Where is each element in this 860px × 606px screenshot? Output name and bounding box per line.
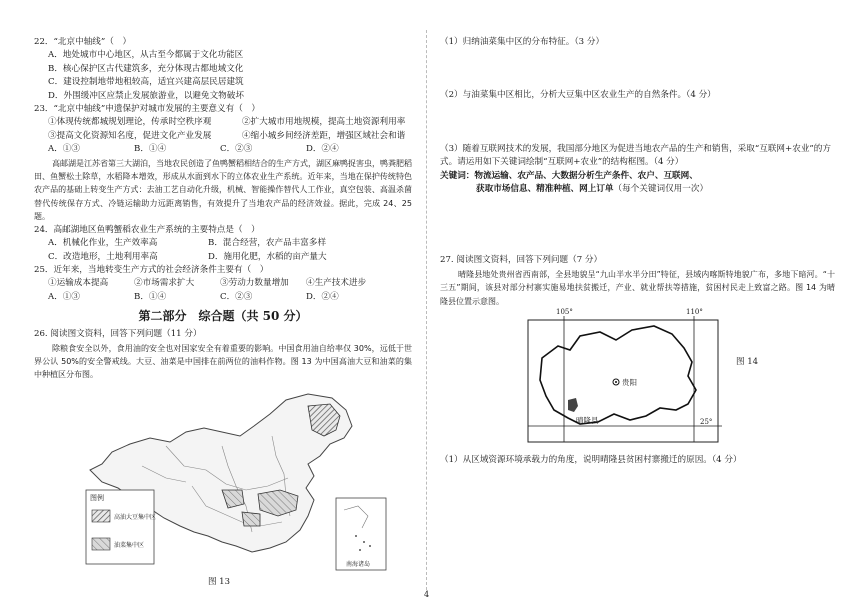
choice-c: C．②③ bbox=[220, 291, 253, 302]
q24-option-c: C．改造地形，土地利用率高 bbox=[48, 251, 158, 262]
q22-option-b: B．核心保护区古代建筑多，充分体现古都地域文化 bbox=[48, 63, 244, 74]
q26-sub3: （3）随着互联网技术的发展，我国部分地区为促进当地农产品的生产和销售，采取“互联网+农业”的方式。请运用如下关键词绘制“互联网+农业”的结构框图。（4 分） bbox=[440, 143, 831, 168]
right-column bbox=[440, 36, 835, 467]
q24-row2 bbox=[34, 251, 412, 264]
lon-label-110: 110° bbox=[686, 308, 703, 317]
keywords-text-1: 物流运输、农产品、大数据分析生产条件、农户、互联网、 bbox=[474, 170, 698, 181]
q27-stem: 27. 阅读图文资料，回答下列问题（7 分） bbox=[440, 255, 603, 266]
passage-gaoyou: 高邮湖是江苏省第三大湖泊，当地农民创造了鱼鸭蟹稻相结合的生产方式，湖区麻鸭捉害虫，鸭粪肥稻田、鱼蟹松土除草，水稻降本增效，形成从水面到水下的立体农业生产系统。近年来，当地在保护传统特色农产品的基础上转变生产方式：去油工艺自动化升级，机械、智能操作替代人工作业，真空包装、高温杀菌替代传统保存方式、冷链运输助力远距离销售，有效提升了当地农产品的经济效益。据此，完成 24、25 题。 bbox=[34, 158, 412, 222]
q25-item-1: ①运输成本提高 bbox=[48, 278, 109, 289]
q26-sub1: （1）归纳油菜集中区的分布特征。（3 分） bbox=[440, 37, 605, 47]
q25-item-2: ②市场需求扩大 bbox=[134, 278, 195, 289]
q24-option-b: B．混合经营，农产品丰富多样 bbox=[208, 238, 327, 249]
q25-item-3: ③劳动力数量增加 bbox=[220, 278, 289, 289]
q23-item-3: ③提高文化资源知名度，促进文化产业发展 bbox=[48, 130, 212, 141]
left-column bbox=[34, 36, 412, 589]
q22-stem: 22．“北京中轴线”（ ） bbox=[34, 37, 132, 47]
q26-passage: 除粮食安全以外，食用油的安全也对国家安全有着重要的影响。中国食用油自给率仅 30%，远低于世界公认 50%的安全警戒线。大豆、油菜是中国排在前两位的油料作物。图 13 为中国高油大豆和油菜的集中种植区分布图。 bbox=[34, 343, 412, 380]
q24-option-d: D．施用化肥，水稻的亩产量大 bbox=[208, 251, 327, 262]
legend-soybean-label: 高油大豆集中区 bbox=[114, 513, 157, 521]
q24-stem: 24．高邮湖地区鱼鸭蟹稻农业生产系统的主要特点是（ ） bbox=[34, 224, 260, 235]
keywords-note: （每个关键词仅用一次） bbox=[613, 184, 709, 195]
figure-14-caption: 图 14 bbox=[736, 357, 759, 368]
lat-label-25: 25° bbox=[700, 418, 713, 427]
q22-option-d: D．外围缓冲区应禁止发展旅游业，以避免文物破坏 bbox=[48, 90, 244, 101]
choice-d: D．②④ bbox=[306, 291, 339, 302]
choice-c: C．②③ bbox=[220, 144, 253, 155]
q26-sub2: （2）与油菜集中区相比，分析大豆集中区农业生产的自然条件。（4 分） bbox=[440, 90, 716, 101]
q22-option-c: C．建设控制地带地租较高，适宜兴建高层民居建筑 bbox=[48, 77, 244, 88]
q23-item-4: ④缩小城乡间经济差距，增强区域社会和谐 bbox=[242, 130, 406, 141]
column-divider bbox=[426, 30, 427, 590]
figure-14 bbox=[440, 310, 835, 450]
figure-13 bbox=[46, 386, 406, 576]
keywords-line-2 bbox=[440, 183, 835, 196]
choice-b: B．①④ bbox=[134, 291, 167, 302]
legend-rapeseed-label: 油菜集中区 bbox=[114, 541, 145, 549]
choice-b: B．①④ bbox=[134, 144, 167, 155]
section-title: 第二部分 综合题（共 50 分） bbox=[138, 309, 308, 324]
q24-option-a: A．机械化作业，生产效率高 bbox=[48, 238, 158, 249]
choice-a: A．①③ bbox=[48, 291, 80, 302]
q25-choices bbox=[34, 291, 412, 304]
china-oil-crop-map bbox=[46, 386, 406, 576]
q26-stem: 26. 阅读图文资料，回答下列问题（11 分） bbox=[34, 329, 202, 340]
county-label: 晴隆县 bbox=[576, 416, 599, 426]
q25-items bbox=[34, 277, 412, 290]
q25-item-4: ④生产技术进步 bbox=[306, 278, 367, 289]
rapeseed-area-3 bbox=[242, 512, 260, 526]
q23-item-2: ②扩大城市用地规模，提高土地资源利用率 bbox=[242, 117, 406, 128]
capital-label: 贵阳 bbox=[622, 378, 637, 388]
q27-sub1: （1）从区域资源环境承载力的角度，说明晴隆县贫困村寨搬迁的原因。（4 分） bbox=[440, 455, 742, 466]
legend-title: 图例 bbox=[90, 493, 104, 502]
q27-passage: 晴隆县地处贵州省西南部，全县地貌呈“九山半水半分田”特征，县域内喀斯特地貌广布，多地下暗河。“十三五”期间，该县对部分村寨实施易地扶贫搬迁，产业、就业帮扶等措施，贫困村民走上致富之路。图 14 为晴隆县位置示意图。 bbox=[440, 269, 835, 306]
q23-item-1: ①体现传统都城规划理论，传承时空秩序观 bbox=[48, 117, 212, 128]
keywords-line-1 bbox=[440, 170, 835, 183]
page-number: 4 bbox=[424, 590, 430, 599]
q23-items-row2 bbox=[34, 130, 412, 143]
keywords-text-2: 获取市场信息、精准种植、网上订单 bbox=[476, 184, 614, 195]
q23-choices bbox=[34, 143, 412, 156]
q24-row1 bbox=[34, 237, 412, 250]
choice-d: D．②④ bbox=[306, 144, 339, 155]
q25-stem: 25．近年来，当地转变生产方式的社会经济条件主要有（ ） bbox=[34, 264, 269, 275]
q22-option-a: A．地处城市中心地区，从古至今都属于文化功能区 bbox=[48, 50, 244, 61]
guizhou-map bbox=[440, 310, 835, 450]
choice-a: A．①③ bbox=[48, 144, 80, 155]
lon-label-105: 105° bbox=[556, 308, 573, 317]
q23-stem: 23．“北京中轴线”申遗保护对城市发展的主要意义有（ ） bbox=[34, 104, 260, 115]
q23-items-row1 bbox=[34, 116, 412, 129]
inset-label: 南海诸岛 bbox=[346, 560, 371, 568]
figure-13-caption: 图 13 bbox=[207, 576, 231, 587]
keywords-label: 关键词： bbox=[440, 170, 475, 181]
